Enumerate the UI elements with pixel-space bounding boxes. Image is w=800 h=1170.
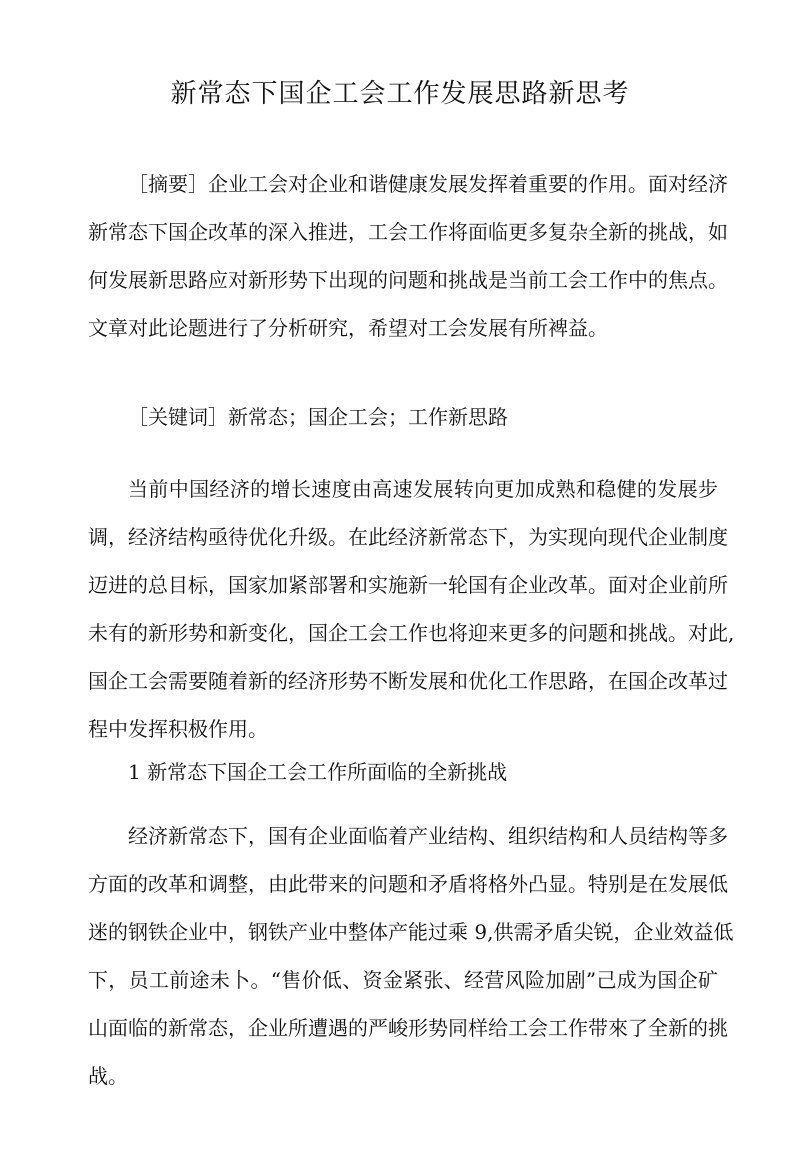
intro-line: 调，经济结构亟待优化升级。在此经济新常态下，为实现向现代企业制度 [88, 525, 728, 549]
keywords: ［关键词］新常态；国企工会；工作新思路 [128, 405, 508, 429]
intro-line: 程中发挥积极作用。 [88, 717, 268, 741]
page-title: 新常态下国企工会工作发展思路新思考 [170, 79, 630, 109]
abstract-line: ［摘要］企业工会对企业和谐健康发展发挥着重要的作用。面对经济 [128, 172, 728, 196]
section-1-line: 迷的钢铁企业中，钢铁产业中整体产能过乘 9,供需矛盾尖锐，企业效益低 [88, 920, 734, 944]
intro-line: 当前中国经济的增长速度由高速发展转向更加成熟和稳健的发展步 [128, 477, 718, 501]
intro-line: 国企工会需要随着新的经济形势不断发展和优化工作思路，在国企改革过 [88, 669, 728, 693]
section-1-heading: 1 新常态下国企工会工作所面临的全新挑战 [128, 760, 508, 784]
intro-paragraph [88, 465, 735, 753]
intro-line: 未有的新形势和新变化，国企工会工作也将迎来更多的问题和挑战。对此, [88, 621, 735, 645]
abstract-line: 何发展新思路应对新形势下出现的问题和挑战是当前工会工作中的焦点。 [88, 268, 728, 292]
section-1-paragraph [88, 812, 734, 1100]
intro-line: 迈进的总目标，国家加紧部署和实施新一轮国有企业改革。面对企业前所 [88, 573, 728, 597]
section-1-line: 经济新常态下，国有企业面临着产业结构、组织结构和人员结构等多 [128, 824, 728, 848]
section-1-line: 山面临的新常态，企业所遭遇的严峻形势同样给工会工作带來了全新的挑 [88, 1016, 728, 1040]
abstract-line: 文章对此论题进行了分析研究，希望对工会发展有所裨益。 [88, 316, 608, 340]
abstract-line: 新常态下国企改革的深入推进，工会工作将面临更多复杂全新的挑战，如 [88, 220, 728, 244]
abstract-paragraph [88, 160, 728, 352]
section-1-line: 下，员工前途未卜。“售价低、资金紧张、经营风险加剧”己成为国企矿 [88, 968, 718, 992]
section-1-line: 方面的改革和调整，由此带来的问题和矛盾将格外凸显。特别是在发展低 [88, 872, 728, 896]
section-1-line: 战。 [88, 1064, 128, 1088]
